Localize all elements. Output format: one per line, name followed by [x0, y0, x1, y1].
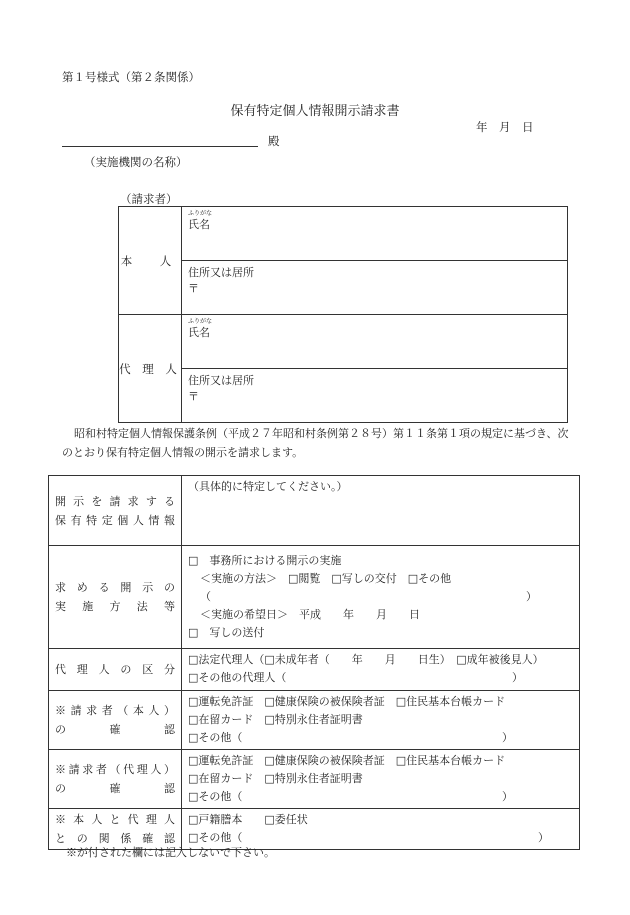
addressee-honorific: 殿 [268, 134, 280, 148]
principal-label: 本 人 [119, 207, 182, 315]
disclosure-method-label: 求める開示の 実施方法等 [49, 546, 182, 649]
copy-mailing-option: □ 写しの送付 [188, 626, 265, 639]
postal-mark: 〒 [188, 390, 199, 403]
page-title: 保有特定個人情報開示請求書 [230, 104, 400, 119]
agent-verification-label: ※請求者（代理人） の 確 認 [49, 750, 182, 809]
agent-address-cell [182, 369, 568, 423]
relationship-verification-cell: □戸籍謄本 □委任状 □その他（ ） [182, 809, 580, 850]
form-number: 第１号様式（第２条関係） [62, 70, 200, 84]
requester-table [118, 206, 568, 423]
agency-name-label: （実施機関の名称） [84, 155, 188, 169]
agent-label: 代 理 人 [119, 315, 182, 423]
office-disclosure-option: □ 事務所における開示の実施 [188, 554, 342, 567]
principal-address-cell [182, 261, 568, 315]
request-details-table [48, 475, 580, 850]
disclosure-method-cell [182, 546, 580, 649]
furigana-label: ふりがな [188, 318, 213, 325]
preferred-date-line: ＜実施の希望日＞ 平成 年 月 日 [200, 608, 420, 621]
date-field: 年 月 日 [476, 120, 534, 134]
requested-info-label: 開示を請求する 保有特定個人情報 [49, 476, 182, 546]
method-other-line: （ ） [200, 590, 537, 603]
agent-type-label: 代理人の区分 [49, 649, 182, 691]
furigana-label: ふりがな [188, 210, 213, 217]
request-statement: 昭和村特定個人情報保護条例（平成２７年昭和村条例第２８号）第１１条第１項の規定に基づき、次のとおり保有特定個人情報の開示を請求します。 [62, 427, 569, 459]
principal-verification-label: ※請求者（本人） の 確 認 [49, 691, 182, 750]
agent-verification-cell: □運転免許証 □健康保険の被保険者証 □住民基本台帳カード □在留カード □特別永住者証明書 □その他（ ） [182, 750, 580, 809]
principal-verification-cell: □運転免許証 □健康保険の被保険者証 □住民基本台帳カード □在留カード □特別永住者証明書 □その他（ ） [182, 691, 580, 750]
addressee-line [62, 146, 258, 147]
method-options: ＜実施の方法＞ □閲覧 □写しの交付 □その他 [200, 572, 452, 585]
requester-label: （請求者） [120, 192, 178, 206]
postal-mark: 〒 [188, 282, 199, 295]
name-label: 氏名 [188, 326, 210, 339]
agent-type-cell: □法定代理人（□未成年者（ 年 月 日生） □成年被後見人） □その他の代理人（ ） [182, 649, 580, 691]
address-label: 住所又は居所 [188, 266, 254, 279]
footnote: ※が付された欄には記入しないで下さい。 [66, 846, 275, 859]
relationship-verification-label: ※本人と代理人 との関係確認 [49, 809, 182, 850]
address-label: 住所又は居所 [188, 374, 254, 387]
name-label: 氏名 [188, 218, 210, 231]
principal-name-cell [182, 207, 568, 261]
agent-name-cell [182, 315, 568, 369]
requested-info-cell: （具体的に特定してください。） [182, 476, 580, 546]
